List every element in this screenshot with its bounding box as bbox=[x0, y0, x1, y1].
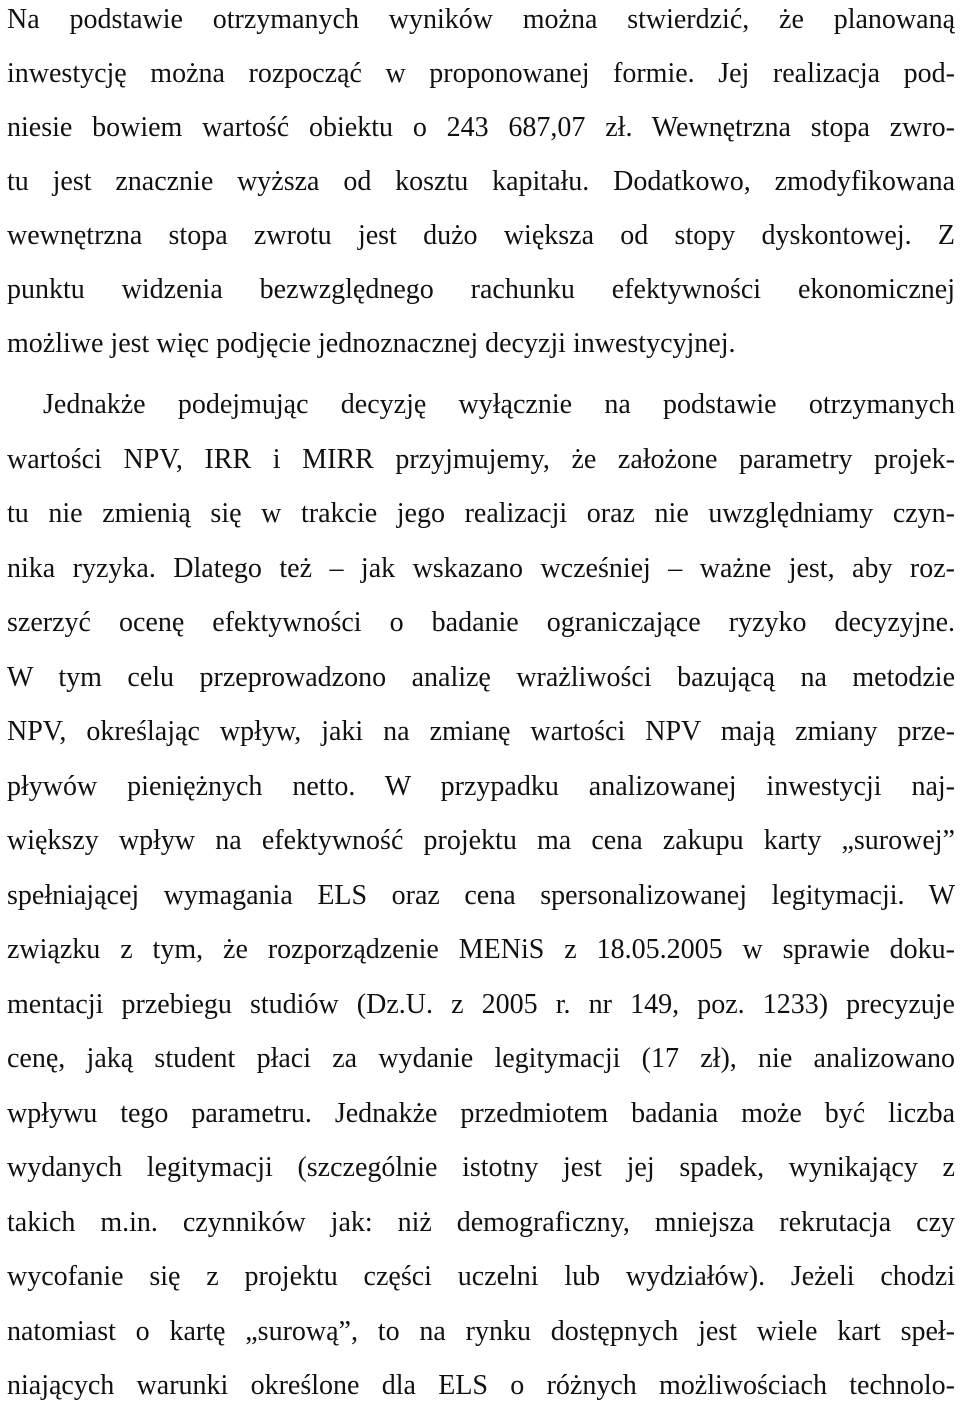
text-line: niających warunki określone dla ELS o różnych możliwościach technolo- bbox=[7, 1370, 955, 1401]
text-line: nika ryzyka. Dlatego też – jak wskazano wcześniej – ważne jest, aby roz- bbox=[7, 553, 955, 584]
text-line: możliwe jest więc podjęcie jednoznacznej decyzji inwestycyjnej. bbox=[7, 328, 736, 359]
text-line: wewnętrzna stopa zwrotu jest dużo większa od stopy dyskontowej. Z bbox=[7, 220, 955, 251]
text-line: Na podstawie otrzymanych wyników można stwierdzić, że planowaną bbox=[7, 4, 955, 35]
text-line: spełniającej wymagania ELS oraz cena spersonalizowanej legitymacji. W bbox=[7, 880, 955, 911]
text-line: tu nie zmienią się w trakcie jego realizacji oraz nie uwzględniamy czyn- bbox=[7, 498, 955, 529]
text-line: W tym celu przeprowadzono analizę wrażliwości bazującą na metodzie bbox=[7, 662, 955, 693]
text-line: punktu widzenia bezwzględnego rachunku efektywności ekonomicznej bbox=[7, 274, 955, 305]
text-line: wpływu tego parametru. Jednakże przedmiotem badania może być liczba bbox=[7, 1098, 955, 1129]
text-line: szerzyć ocenę efektywności o badanie ograniczające ryzyko decyzyjne. bbox=[7, 607, 955, 638]
text-line: mentacji przebiegu studiów (Dz.U. z 2005 r. nr 149, poz. 1233) precyzuje bbox=[7, 989, 955, 1020]
text-line: wycofanie się z projektu części uczelni lub wydziałów). Jeżeli chodzi bbox=[7, 1261, 955, 1292]
text-line: NPV, określając wpływ, jaki na zmianę wartości NPV mają zmiany prze- bbox=[7, 716, 955, 747]
text-line: wydanych legitymacji (szczególnie istotny jest jej spadek, wynikający z bbox=[7, 1152, 955, 1183]
text-line: pływów pieniężnych netto. W przypadku analizowanej inwestycji naj- bbox=[7, 771, 955, 802]
text-line: związku z tym, że rozporządzenie MENiS z 18.05.2005 w sprawie doku- bbox=[7, 934, 955, 965]
text-line: takich m.in. czynników jak: niż demograficzny, mniejsza rekrutacja czy bbox=[7, 1207, 955, 1238]
text-line: wartości NPV, IRR i MIRR przyjmujemy, że założone parametry projek- bbox=[7, 444, 955, 475]
text-line: tu jest znacznie wyższa od kosztu kapitału. Dodatkowo, zmodyfikowana bbox=[7, 166, 955, 197]
text-line: inwestycję można rozpocząć w proponowanej formie. Jej realizacja pod- bbox=[7, 58, 955, 89]
text-line: cenę, jaką student płaci za wydanie legitymacji (17 zł), nie analizowano bbox=[7, 1043, 955, 1074]
text-line: większy wpływ na efektywność projektu ma cena zakupu karty „surowej” bbox=[7, 825, 955, 856]
text-line: natomiast o kartę „surową”, to na rynku dostępnych jest wiele kart speł- bbox=[7, 1316, 955, 1347]
text-line: niesie bowiem wartość obiektu o 243 687,07 zł. Wewnętrzna stopa zwro- bbox=[7, 112, 955, 143]
paragraph-first-line: Jednakże podejmując decyzję wyłącznie na podstawie otrzymanych bbox=[43, 389, 955, 420]
